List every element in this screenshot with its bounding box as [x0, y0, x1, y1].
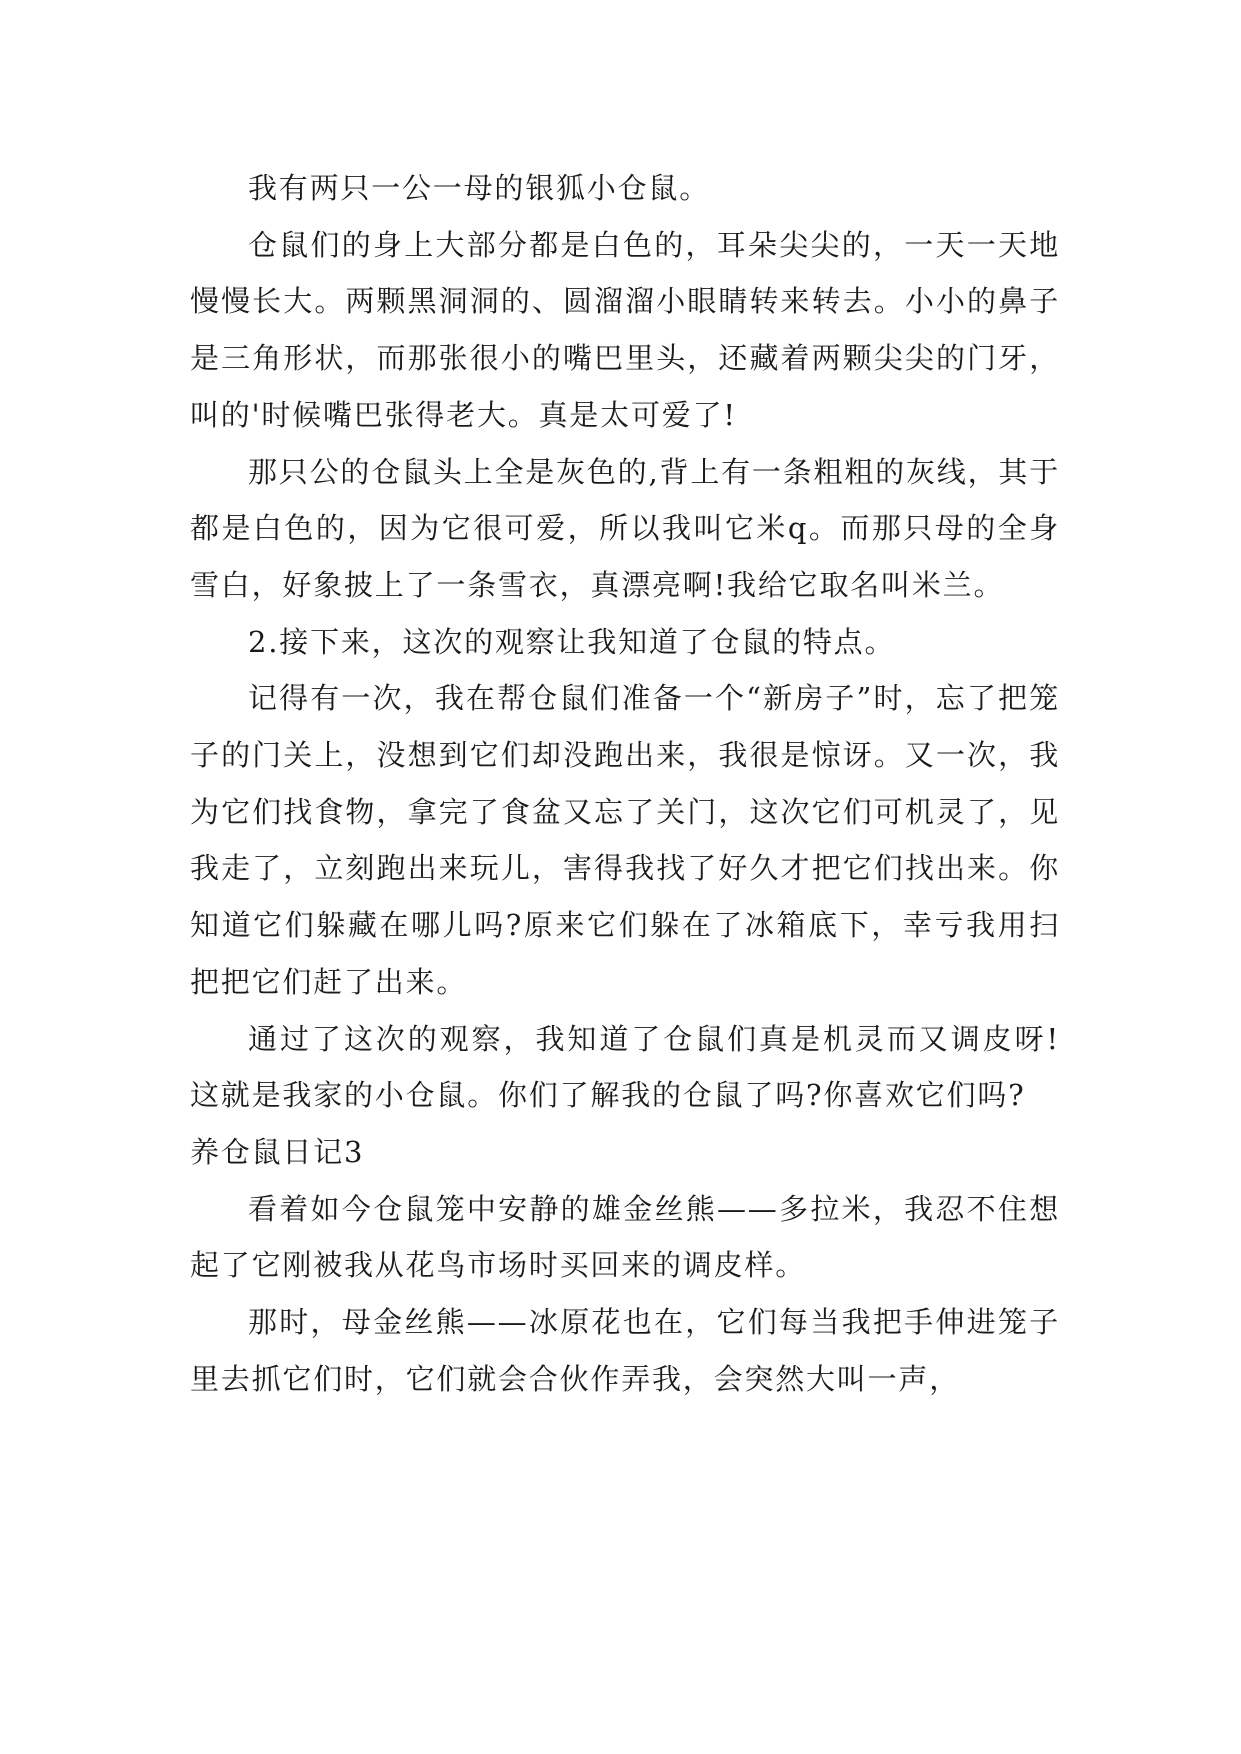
section-paragraph-2: 那时，母金丝熊——冰原花也在，它们每当我把手伸进笼子里去抓它们时，它们就会合伙作弄我，会突然大叫一声，: [190, 1305, 1060, 1396]
section-title: 养仓鼠日记3: [190, 1134, 365, 1169]
paragraph-4: 2.接下来，这次的观察让我知道了仓鼠的特点。: [248, 624, 896, 659]
paragraph-1: 我有两只一公一母的银狐小仓鼠。: [248, 171, 711, 205]
paragraph-3: 那只公的仓鼠头上全是灰色的,背上有一条粗粗的灰线，其于都是白色的，因为它很可爱，所以我叫它米q。而那只母的全身雪白，好象披上了一条雪衣，真漂亮啊!我给它取名叫米兰。: [190, 454, 1060, 602]
paragraph-5: 记得有一次，我在帮仓鼠们准备一个“新房子”时，忘了把笼子的门关上，没想到它们却没跑出来，我很是惊讶。又一次，我为它们找食物，拿完了食盆又忘了关门，这次它们可机灵了，见我走了，立刻跑出来玩儿，害得我找了好久才把它们找出来。你知道它们躲藏在哪儿吗?原来它们躲在了冰箱底下，幸亏我用扫把把它们赶了出来。: [190, 681, 1060, 999]
paragraph-2: 仓鼠们的身上大部分都是白色的，耳朵尖尖的，一天一天地慢慢长大。两颗黑洞洞的、圆溜溜小眼睛转来转去。小小的鼻子是三角形状，而那张很小的嘴巴里头，还藏着两颗尖尖的门牙，叫的'时候嘴巴张得老大。真是太可爱了!: [190, 227, 1060, 432]
section-paragraph-1: 看着如今仓鼠笼中安静的雄金丝熊——多拉米，我忍不住想起了它刚被我从花鸟市场时买回来的调皮样。: [190, 1191, 1060, 1283]
document-body: [190, 160, 1060, 1407]
paragraph-6: 通过了这次的观察，我知道了仓鼠们真是机灵而又调皮呀!这就是我家的小仓鼠。你们了解我的仓鼠了吗?你喜欢它们吗?: [190, 1021, 1060, 1113]
